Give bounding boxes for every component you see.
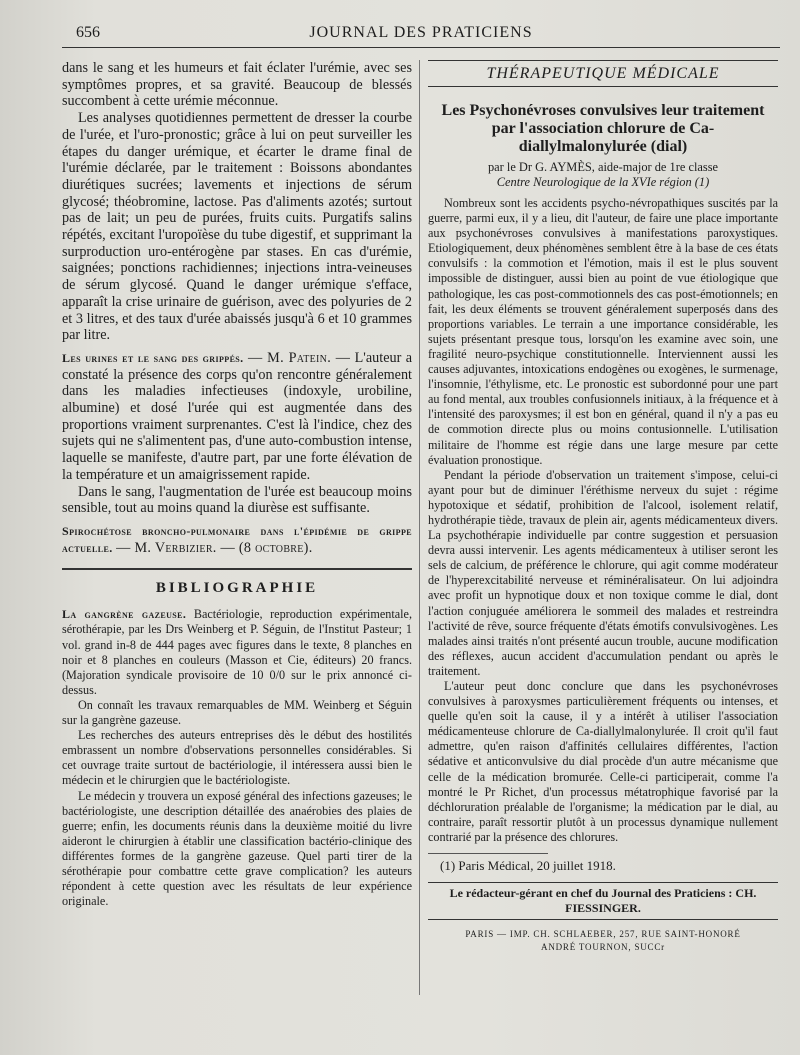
article-title: Les Psychonévroses convulsives leur traitement par l'association chlorure de Ca-diallylmalonylurée (dial): [441, 102, 765, 155]
paragraph: L'auteur peut donc conclure que dans les psychonévroses convulsives à paroxysmes particulièrement fréquents ou intenses, et quelle qu'en soit la cause, il y a intérêt à utiliser l'association médicamenteuse chlorure de Ca-diallylmalonylurée. Il croit qu'il faut admettre, qu'en raison d'affinités cellulaires différentes, l'action sédative et anticonvulsive du dial procède d'un autre mécanisme que celle de la médication bromurée. Celle-ci participerait, comme l'a montré le Pr Richet, d'un processus métatrophique favorisé par la déchloruration préalable de l'organisme; la médication par le dial, au contraire, paraît ressortir plutôt à un processus dynamique nullement contrarié par la présence des chlorures.: [428, 679, 778, 844]
paragraph: Pendant la période d'observation un traitement s'impose, celui-ci ayant pour but de diminuer l'éréthisme nerveux du sujet : régime hypotoxique et sédatif, prohibition de l'alcool, isolement relatif, hydrothérapie tiède, travaux de plein air, agents médicamenteux divers. La psychothérapie individuelle par contre suggestion et persuasion devra aussi intervenir. Les agents médicamenteux à utiliser seront les sels de calcium, de préférence le chlorure, qui agit comme modérateur de l'hyperexcitabilité nerveuse et réminéralisateur. On lui adjoindra avec profit un hypnotique doux et non toxique comme le dial, dont l'action conjuguée améliorera le sommeil des malades et restreindra l'activité de rêve, source fréquente d'états émotifs convulsivogènes. Les malades ainsi traités n'ont présenté aucun trouble, aucune modification des réflexes, aucun accident d'accumulation pendant ou après le traitement.: [428, 467, 778, 678]
author: — M. Patein. —: [247, 349, 351, 366]
footnote: (1) Paris Médical, 20 juillet 1918.: [440, 858, 616, 874]
book-title: La gangrène gazeuse.: [62, 607, 187, 622]
editor-line: Le rédacteur-gérant en chef du Journal des Praticiens : CH. FIESSINGER.: [428, 882, 778, 920]
run-in-heading: Spirochétose broncho-pulmonaire dans l'épidémie de grippe actuelle.: [62, 523, 412, 555]
article-spirochetose: [62, 523, 412, 556]
article-body: [428, 196, 778, 845]
page-number: 656: [76, 24, 100, 41]
paragraph: Le médecin y trouvera un exposé général des infections gazeuses; le bactériologiste, une description détaillée des anaérobies des plaies de guerre; enfin, les documents réunis dans la deuxième moitié du livre aideront le chirurgien à établir une classification bactério-clinique des différentes formes de la gangrène gazeuse. Quel parti tirer de la sérothérapie pour combattre cette grave complication? les auteurs répondent à cette question avec les résultats de leur expérience originale.: [62, 788, 412, 909]
paragraph: dans le sang et les humeurs et fait éclater l'urémie, avec ses symptômes propres, et sa gravité. Beaucoup de blessés succombent à cette urémie méconnue.: [62, 60, 412, 110]
affiliation-line: Centre Neurologique de la XVIe région (1): [496, 175, 710, 189]
right-column: [428, 60, 778, 954]
section-rule: [62, 568, 412, 570]
book-details: Bactériologie, reproduction expérimentale, sérothérapie, par les Drs Weinberg et P. Séguin, de l'Institut Pasteur; 1 vol. grand in-8 de 444 pages avec figures dans le texte, 8 planches en noir et 8 planches en couleurs (Masson et Cie, éditeurs) 20 francs. (Majoration syndicale provisoire de 10 0/0 sur le prix annoncé ci-dessus.: [62, 607, 413, 697]
page-header: [62, 22, 780, 48]
article-urines: [62, 350, 412, 484]
paragraph: Les analyses quotidiennes permettent de dresser la courbe de l'urée, et l'uro-pronostic; grâce à lui on peut surveiller les étapes du danger urémique, et écarter le drame final de l'urémie déclarée, par le traitement : Boissons abondantes diurétiques sucrées; lavements et injections de sérum glycosé; théobromine, lactose. Pas d'aliments azotés; surtout pas de lait; un peu de purées, fruits cuits. Purgatifs salins répétés, excitant l'uropoïèse du tube digestif, et supprimant la surproduction uro-entérogène par stases. En cas d'urémie, saignées; ponctions rachidiennes; injections intra-veineuses de sérum glycosé. Quand le danger urémique s'efface, apparaît la crise urinaire de guérison, avec des polyuries de 2 et 3 litres, et des taux d'urée abaissés jusqu'à 6 et 10 grammes par litre.: [62, 110, 412, 344]
bibliography-heading: BIBLIOGRAPHIE: [155, 580, 319, 597]
paragraph: Les recherches des auteurs entreprises dès le début des hostilités embrassent un nombre d'observations personnelles considérables. Si cet ouvrage traite surtout de bactériologie, il intéressera aussi bien le médecin et le chirurgien que le bactériologiste.: [62, 728, 412, 788]
author: — M. Verbizier. — (8 octobre).: [116, 539, 313, 556]
printer-line: ANDRÉ TOURNON, SUCCr: [541, 942, 665, 953]
printer-imprint: [428, 928, 778, 954]
section-heading: THÉRAPEUTIQUE MÉDICALE: [428, 60, 778, 87]
paragraph: Nombreux sont les accidents psycho-névropathiques suscités par la guerre, parmi eux, il y a lieu, dit l'auteur, de faire une place importante aux psychonévroses convulsives à manifestations paroxystiques. Etiologiquement, deux phénomènes semblent être à la base de ces états convulsifs : la commotion et l'émotion, mais il est le plus souvent impossible de distinguer, aussi bien au point de vue étiologique que pathologique, les cas post-commotionnels des cas post-émotionnels; en fait, les deux éléments se trouvent généralement superposés dans des proportions variables. Le terrain a une importance considérable, les sujets présentant presque tous, lorsqu'on les examine avec soin, une fragilité neuro-psychique constitutionnelle. Interviennent aussi les causes adjuvantes, intoxications endogènes ou exogènes, le surmenage, l'insomnie, l'éthylisme, etc. Le pronostic est subordonné pour une part au fond mental, aux troubles confusionnels initiaux, à la fréquence et à l'intensité des paroxysmes; il est bon en général, quand il n'y a pas eu de commotion directe plus ou moins contusionnelle. L'utilisation militaire de l'homme est régie dans une large mesure par cette évaluation pronostique.: [428, 196, 778, 467]
footnote-rule: [428, 853, 548, 854]
run-in-heading: Les urines et le sang des grippés.: [62, 350, 244, 365]
header-rule: [62, 47, 780, 48]
author-line: par le Dr G. AYMÈS, aide-major de 1re classe: [487, 160, 719, 174]
printer-line: PARIS — IMP. CH. SCHLAEBER, 257, RUE SAINT-HONORÉ: [465, 929, 741, 940]
paragraph: Dans le sang, l'augmentation de l'urée est beaucoup moins sensible, tout au moins quand la diurèse est suffisante.: [62, 483, 412, 517]
book-entry: [62, 607, 412, 698]
left-column: [62, 60, 412, 909]
paragraph: On connaît les travaux remarquables de MM. Weinberg et Séguin sur la gangrène gazeuse.: [62, 697, 412, 728]
article-text: L'auteur a constaté la présence des corps qu'on rencontre généralement dans les maladies infectieuses (indoxyle, urobiline, albumine) et dosé l'urée qui est augmentée dans des proportions vraiment surprenantes. C'est là l'indice, chez des sujets qui ne s'alimentent pas, d'une auto-combustion intense, laquelle se manifeste, d'autre part, par une forte élévation de la température et un amaigrissement rapide.: [62, 349, 413, 483]
byline: [428, 160, 778, 190]
column-divider: [419, 60, 420, 995]
running-title: JOURNAL DES PRATICIENS: [309, 24, 533, 41]
